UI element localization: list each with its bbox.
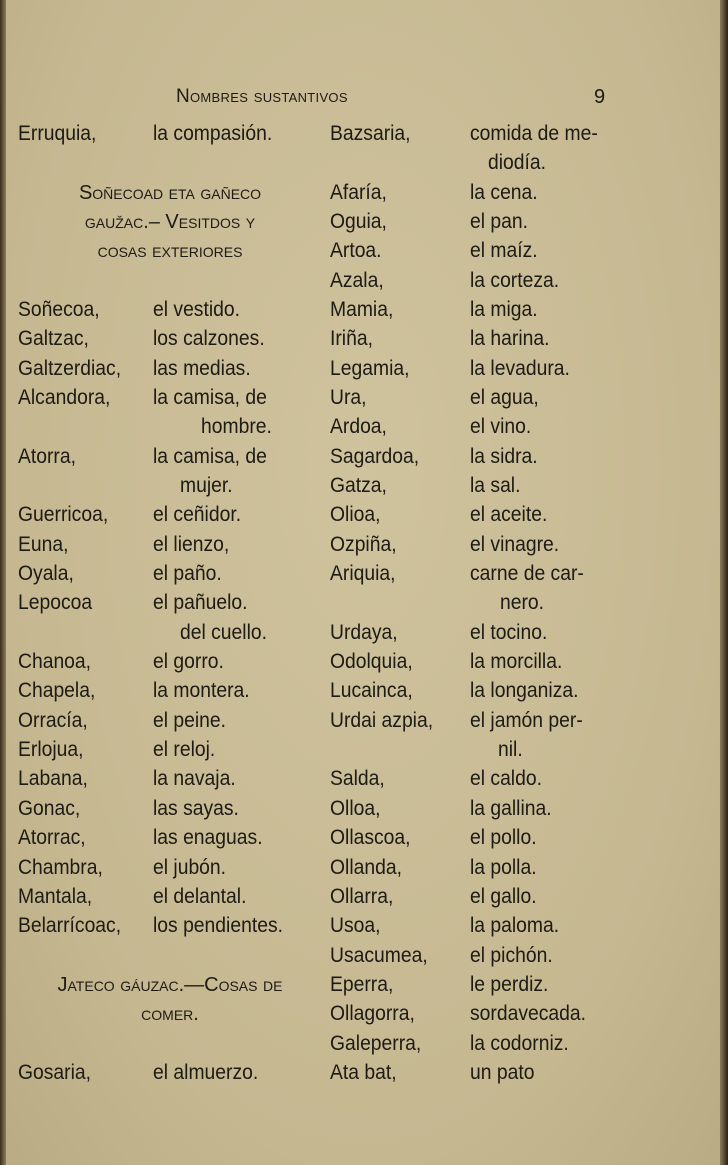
spanish-meaning: los pendientes. bbox=[153, 914, 283, 938]
basque-term: Mantala, bbox=[18, 884, 93, 908]
basque-term: Ollascoa, bbox=[330, 826, 411, 850]
basque-term: Oguia, bbox=[330, 210, 387, 234]
spanish-meaning: la corteza. bbox=[470, 268, 560, 292]
spanish-meaning: el delantal. bbox=[153, 884, 247, 908]
spanish-meaning: las enaguas. bbox=[153, 826, 263, 850]
basque-term: Chapela, bbox=[18, 679, 96, 703]
section-heading: Soñecoad eta gañeco bbox=[78, 181, 262, 204]
basque-term: Oyala, bbox=[18, 562, 74, 586]
spanish-meaning: el ceñidor. bbox=[153, 503, 242, 527]
basque-term: Gonac, bbox=[18, 796, 81, 820]
basque-term: Alcandora, bbox=[18, 386, 111, 410]
page-edge-left bbox=[0, 0, 6, 1165]
basque-term: Salda, bbox=[330, 767, 385, 791]
spanish-meaning: la sidra. bbox=[470, 444, 538, 468]
spanish-meaning: la harina. bbox=[470, 327, 550, 351]
spanish-meaning: la paloma. bbox=[470, 914, 560, 938]
spanish-meaning: el maíz. bbox=[470, 239, 538, 263]
spanish-meaning: del cuello. bbox=[180, 620, 267, 644]
spanish-meaning: la levadura. bbox=[470, 356, 570, 380]
spanish-meaning: el pan. bbox=[470, 210, 529, 234]
basque-term: Labana, bbox=[18, 767, 88, 791]
spanish-meaning: el gallo. bbox=[470, 884, 537, 908]
basque-term: Atorrac, bbox=[18, 826, 86, 850]
spanish-meaning: el almuerzo. bbox=[153, 1060, 259, 1084]
spanish-meaning: las sayas. bbox=[153, 796, 239, 820]
spanish-meaning: las medias. bbox=[153, 356, 251, 380]
basque-term: Belarrícoac, bbox=[18, 914, 122, 938]
basque-term: Olloa, bbox=[330, 796, 381, 820]
spanish-meaning: mujer. bbox=[180, 474, 233, 498]
basque-term: Ariquia, bbox=[330, 562, 396, 586]
spanish-meaning: los calzones. bbox=[153, 327, 265, 351]
page-number: 9 bbox=[594, 86, 606, 108]
basque-term: Mamia, bbox=[330, 298, 394, 322]
basque-term: Sagardoa, bbox=[330, 444, 420, 468]
section-heading: cosas exteriores bbox=[97, 240, 243, 263]
basque-term: Erlojua, bbox=[18, 738, 84, 762]
spanish-meaning: el reloj. bbox=[153, 738, 216, 762]
spanish-meaning: el jamón per- bbox=[470, 708, 583, 732]
basque-term: Ura, bbox=[330, 386, 367, 410]
basque-term: Artoa. bbox=[330, 239, 382, 263]
spanish-meaning: la gallina. bbox=[470, 796, 552, 820]
spanish-meaning: le perdiz. bbox=[470, 972, 549, 996]
basque-term: Guerricoa, bbox=[18, 503, 109, 527]
spanish-meaning: el pollo. bbox=[470, 826, 537, 850]
basque-term: Gatza, bbox=[330, 474, 387, 498]
basque-term: Azala, bbox=[330, 268, 384, 292]
section-heading: Jateco gáuzac.—Cosas de bbox=[57, 973, 283, 996]
spanish-meaning: nero. bbox=[500, 591, 545, 615]
spanish-meaning: el aceite. bbox=[470, 503, 548, 527]
section-heading: gaužac.– Vesitdos y bbox=[84, 211, 256, 234]
spanish-meaning: la morcilla. bbox=[470, 650, 563, 674]
basque-term: Atorra, bbox=[18, 444, 76, 468]
spanish-meaning: nil. bbox=[498, 738, 523, 762]
basque-term: Ardoa, bbox=[330, 415, 387, 439]
spanish-meaning: el pichón. bbox=[470, 943, 553, 967]
spanish-meaning: la codorniz. bbox=[470, 1031, 569, 1055]
running-header: Nombres sustantivos bbox=[176, 86, 348, 107]
basque-term: Eperra, bbox=[330, 972, 394, 996]
basque-term: Olioa, bbox=[330, 503, 381, 527]
spanish-meaning: el vino. bbox=[470, 415, 532, 439]
spanish-meaning: un pato bbox=[470, 1060, 535, 1084]
spanish-meaning: la navaja. bbox=[153, 767, 236, 791]
basque-term: Gosaria, bbox=[18, 1060, 92, 1084]
basque-term: Chanoa, bbox=[18, 650, 92, 674]
basque-term: Galtzerdiac, bbox=[18, 356, 122, 380]
spanish-meaning: el agua, bbox=[470, 386, 539, 410]
spanish-meaning: la cena. bbox=[470, 180, 538, 204]
basque-term: Ollarra, bbox=[330, 884, 394, 908]
basque-term: Odolquia, bbox=[330, 650, 413, 674]
spanish-meaning: el gorro. bbox=[153, 650, 224, 674]
spanish-meaning: el pañuelo. bbox=[153, 591, 248, 615]
basque-term: Orracía, bbox=[18, 708, 88, 732]
spanish-meaning: la montera. bbox=[153, 679, 250, 703]
basque-term: Usoa, bbox=[330, 914, 381, 938]
spanish-meaning: el paño. bbox=[153, 562, 222, 586]
basque-term: Afaría, bbox=[330, 180, 387, 204]
spanish-meaning: el caldo. bbox=[470, 767, 542, 791]
spanish-meaning: el tocino. bbox=[470, 620, 548, 644]
basque-term: Chambra, bbox=[18, 855, 103, 879]
basque-term: Erruquia, bbox=[18, 122, 97, 145]
basque-term: Legamia, bbox=[330, 356, 410, 380]
spanish-meaning: comida de me- bbox=[470, 122, 598, 145]
spanish-meaning: la miga. bbox=[470, 298, 538, 322]
basque-term: Bazsaria, bbox=[330, 122, 411, 145]
basque-term: Ollagorra, bbox=[330, 1002, 415, 1026]
section-heading: comer. bbox=[141, 1003, 199, 1026]
page-edge-right bbox=[720, 0, 728, 1165]
spanish-meaning: el vestido. bbox=[153, 298, 240, 322]
basque-term: Lepocoa bbox=[18, 591, 93, 615]
spanish-meaning: carne de car- bbox=[470, 562, 584, 586]
basque-term: Euna, bbox=[18, 532, 69, 556]
spanish-meaning: el jubón. bbox=[153, 855, 227, 879]
spanish-meaning: la camisa, de bbox=[153, 386, 267, 410]
spanish-meaning: la longaniza. bbox=[470, 679, 579, 703]
spanish-meaning: el lienzo, bbox=[153, 532, 230, 556]
spanish-meaning: diodía. bbox=[488, 151, 547, 175]
basque-term: Usacumea, bbox=[330, 943, 428, 967]
spanish-meaning: sordavecada. bbox=[470, 1002, 587, 1026]
basque-term: Urdaya, bbox=[330, 620, 398, 644]
basque-term: Ozpiña, bbox=[330, 532, 397, 556]
spanish-meaning: la camisa, de bbox=[153, 444, 267, 468]
spanish-meaning: el vinagre. bbox=[470, 532, 560, 556]
spanish-meaning: la compasión. bbox=[153, 122, 273, 145]
basque-term: Ollanda, bbox=[330, 855, 402, 879]
basque-term: Urdai azpia, bbox=[330, 708, 434, 732]
basque-term: Iriña, bbox=[330, 327, 373, 351]
basque-term: Soñecoa, bbox=[18, 298, 100, 322]
basque-term: Lucainca, bbox=[330, 679, 413, 703]
basque-term: Ata bat, bbox=[330, 1060, 397, 1084]
spanish-meaning: hombre. bbox=[201, 415, 272, 439]
spanish-meaning: la polla. bbox=[470, 855, 537, 879]
basque-term: Galeperra, bbox=[330, 1031, 422, 1055]
basque-term: Galtzac, bbox=[18, 327, 89, 351]
spanish-meaning: el peine. bbox=[153, 708, 227, 732]
spanish-meaning: la sal. bbox=[470, 474, 521, 498]
